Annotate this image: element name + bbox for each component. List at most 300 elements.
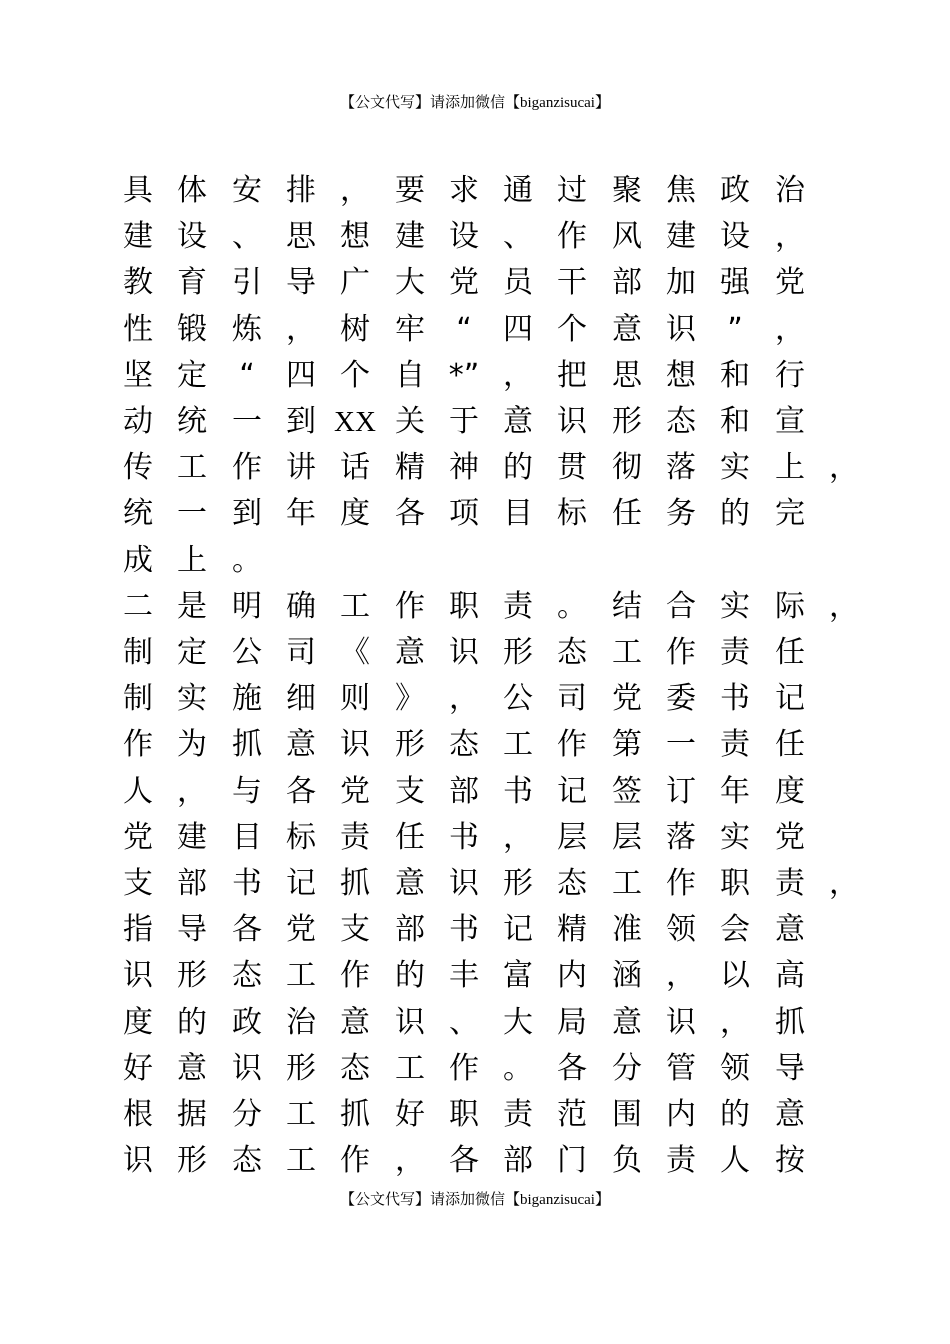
text-char: 形 — [503, 866, 533, 901]
text-line — [0, 956, 950, 1002]
text-char: 坚 — [123, 358, 153, 393]
text-line — [0, 494, 950, 540]
text-char: 会 — [720, 912, 750, 947]
text-char: 意 — [340, 1005, 370, 1040]
text-char: 记 — [557, 774, 587, 809]
text-char: 任 — [612, 496, 642, 531]
text-char: 实 — [720, 450, 750, 485]
text-char: 细 — [286, 681, 316, 716]
text-char: 任 — [775, 727, 805, 762]
text-char: 体 — [177, 173, 207, 208]
text-char: 责 — [720, 635, 750, 670]
text-char: 育 — [177, 265, 207, 300]
text-char: 书 — [720, 681, 750, 716]
text-char: 实 — [720, 820, 750, 855]
text-char: 丰 — [449, 958, 479, 993]
text-char: 部 — [395, 912, 425, 947]
text-char: 识 — [123, 1143, 153, 1178]
text-char: 合 — [666, 589, 696, 624]
text-char: 党 — [123, 820, 153, 855]
text-line — [0, 310, 950, 356]
text-char: 一 — [666, 727, 696, 762]
text-char: 负 — [612, 1143, 642, 1178]
text-char: 书 — [232, 866, 262, 901]
text-char: 围 — [612, 1097, 642, 1132]
text-char: 党 — [775, 820, 805, 855]
text-char: 党 — [340, 774, 370, 809]
text-char: 是 — [177, 589, 207, 624]
text-char: 定 — [177, 358, 207, 393]
text-char: 广 — [340, 265, 370, 300]
text-char: 意 — [395, 635, 425, 670]
text-char: 职 — [720, 866, 750, 901]
text-line — [0, 679, 950, 725]
text-char: 抓 — [340, 1097, 370, 1132]
text-char: 目 — [503, 496, 533, 531]
text-char: 思 — [286, 219, 316, 254]
text-char: 高 — [775, 958, 805, 993]
text-char: ， — [395, 1143, 425, 1178]
text-char: 识 — [557, 404, 587, 439]
text-char: 公 — [503, 681, 533, 716]
text-char: 工 — [286, 1143, 316, 1178]
text-char: 和 — [720, 358, 750, 393]
text-char: 贯 — [557, 450, 587, 485]
text-char: 干 — [557, 265, 587, 300]
text-char: 性 — [123, 312, 153, 347]
text-char: 。 — [557, 589, 587, 624]
text-char: 书 — [503, 774, 533, 809]
text-char: 精 — [557, 912, 587, 947]
text-char: 个 — [340, 358, 370, 393]
text-char: 导 — [775, 1051, 805, 1086]
text-char: 四 — [503, 312, 533, 347]
text-char: 各 — [557, 1051, 587, 1086]
text-char: 富 — [503, 958, 533, 993]
text-char: 工 — [286, 1097, 316, 1132]
text-char: 务 — [666, 496, 696, 531]
text-line — [0, 356, 950, 402]
text-char: ， — [720, 1005, 750, 1040]
text-char: 作 — [666, 635, 696, 670]
text-char: 形 — [503, 635, 533, 670]
text-char: 各 — [286, 774, 316, 809]
text-char: 态 — [232, 958, 262, 993]
text-char: 工 — [340, 589, 370, 624]
text-line — [0, 910, 950, 956]
text-char: 标 — [557, 496, 587, 531]
text-char: 识 — [232, 1051, 262, 1086]
text-char: 的 — [177, 1005, 207, 1040]
text-char: 责 — [666, 1143, 696, 1178]
text-char: 大 — [395, 265, 425, 300]
text-char: 大 — [503, 1005, 533, 1040]
text-char: 明 — [232, 589, 262, 624]
text-char: 意 — [395, 866, 425, 901]
text-char: 讲 — [286, 450, 316, 485]
text-char: 施 — [232, 681, 262, 716]
text-char: 锻 — [177, 312, 207, 347]
text-char: 第 — [612, 727, 642, 762]
text-char: 公 — [232, 635, 262, 670]
text-char: 形 — [177, 958, 207, 993]
text-char: 牢 — [395, 312, 425, 347]
text-char: 委 — [666, 681, 696, 716]
text-char: 党 — [612, 681, 642, 716]
text-char: 落 — [666, 820, 696, 855]
text-char: 按 — [775, 1143, 805, 1178]
text-char: 于 — [449, 404, 479, 439]
text-line — [0, 541, 950, 587]
text-char: 、 — [503, 219, 533, 254]
text-char: 层 — [612, 820, 642, 855]
text-char: 加 — [666, 265, 696, 300]
text-char: 范 — [557, 1097, 587, 1132]
text-char: 分 — [612, 1051, 642, 1086]
text-char: 责 — [775, 866, 805, 901]
text-char: 度 — [123, 1005, 153, 1040]
text-char: ， — [829, 450, 859, 485]
text-char: 作 — [395, 589, 425, 624]
text-char: 局 — [557, 1005, 587, 1040]
text-char: 的 — [720, 496, 750, 531]
text-char: 目 — [232, 820, 262, 855]
text-char: 具 — [123, 173, 153, 208]
text-char: 记 — [775, 681, 805, 716]
text-char: 司 — [286, 635, 316, 670]
text-char: 强 — [720, 265, 750, 300]
text-char: 建 — [666, 219, 696, 254]
text-char: 记 — [286, 866, 316, 901]
text-char: ” — [727, 312, 743, 347]
text-char: 态 — [557, 866, 587, 901]
text-char: 传 — [123, 450, 153, 485]
text-char: 实 — [720, 589, 750, 624]
text-char: 树 — [340, 312, 370, 347]
text-char: 完 — [775, 496, 805, 531]
text-char: 指 — [123, 912, 153, 947]
text-line — [0, 1095, 950, 1141]
text-line — [0, 818, 950, 864]
text-char: 识 — [666, 312, 696, 347]
text-char: 年 — [720, 774, 750, 809]
text-char: 度 — [340, 496, 370, 531]
text-char: 意 — [503, 404, 533, 439]
text-char: 则 — [340, 681, 370, 716]
text-char: 识 — [395, 1005, 425, 1040]
text-char: 根 — [123, 1097, 153, 1132]
text-char: 订 — [666, 774, 696, 809]
text-char: ， — [829, 866, 859, 901]
text-line — [0, 217, 950, 263]
text-char: 责 — [720, 727, 750, 762]
text-char: 二 — [123, 589, 153, 624]
text-char: 为 — [177, 727, 207, 762]
text-line — [0, 1141, 950, 1187]
text-char: 把 — [557, 358, 587, 393]
text-char: 责 — [340, 820, 370, 855]
text-line — [0, 263, 950, 309]
text-char: 自 — [395, 358, 425, 393]
text-char: 作 — [340, 1143, 370, 1178]
text-char: 一 — [177, 496, 207, 531]
text-char: 员 — [503, 265, 533, 300]
text-char: 年 — [286, 496, 316, 531]
text-char: 想 — [340, 219, 370, 254]
text-char: 政 — [232, 1005, 262, 1040]
text-char: 工 — [612, 635, 642, 670]
text-char: ， — [775, 219, 805, 254]
text-char: 任 — [395, 820, 425, 855]
text-char: 党 — [449, 265, 479, 300]
text-char: 识 — [449, 635, 479, 670]
text-char: 作 — [123, 727, 153, 762]
text-char: 意 — [775, 912, 805, 947]
text-char: 确 — [286, 589, 316, 624]
text-char: 行 — [775, 358, 805, 393]
text-char: 宣 — [775, 404, 805, 439]
text-char: 工 — [395, 1051, 425, 1086]
text-char: 准 — [612, 912, 642, 947]
text-char: 。 — [503, 1051, 533, 1086]
text-char: 抓 — [340, 866, 370, 901]
text-char: 的 — [503, 450, 533, 485]
text-char: 人 — [720, 1143, 750, 1178]
text-char: 话 — [340, 450, 370, 485]
text-char: 书 — [449, 912, 479, 947]
text-char: 好 — [395, 1097, 425, 1132]
text-char: 书 — [449, 820, 479, 855]
text-char: 部 — [177, 866, 207, 901]
text-char: 责 — [503, 589, 533, 624]
text-char: 治 — [775, 173, 805, 208]
text-char: 求 — [449, 173, 479, 208]
text-char: 内 — [557, 958, 587, 993]
text-char: 上 — [775, 450, 805, 485]
text-line — [0, 1003, 950, 1049]
text-char: 通 — [503, 173, 533, 208]
text-char: ， — [286, 312, 316, 347]
text-char: 分 — [232, 1097, 262, 1132]
text-char: 作 — [449, 1051, 479, 1086]
text-line — [0, 402, 950, 448]
text-char: 个 — [557, 312, 587, 347]
text-char: 工 — [612, 866, 642, 901]
text-char: 》 — [395, 681, 425, 716]
text-char: 形 — [286, 1051, 316, 1086]
text-char: 支 — [340, 912, 370, 947]
text-char: 落 — [666, 450, 696, 485]
text-char: 好 — [123, 1051, 153, 1086]
text-char: 工 — [177, 450, 207, 485]
text-char: 到 — [232, 496, 262, 531]
text-char: 抓 — [775, 1005, 805, 1040]
text-char: 记 — [503, 912, 533, 947]
text-char: 态 — [557, 635, 587, 670]
text-char: ， — [449, 681, 479, 716]
text-char: 制 — [123, 681, 153, 716]
text-char: 作 — [232, 450, 262, 485]
text-char: 内 — [666, 1097, 696, 1132]
text-char: 项 — [449, 496, 479, 531]
text-char: 神 — [449, 450, 479, 485]
text-char: 的 — [395, 958, 425, 993]
text-char: 思 — [612, 358, 642, 393]
text-line — [0, 448, 950, 494]
text-char: 涵 — [612, 958, 642, 993]
text-char: 作 — [340, 958, 370, 993]
text-char: 责 — [503, 1097, 533, 1132]
text-char: 统 — [123, 496, 153, 531]
text-char: 《 — [340, 635, 370, 670]
text-char: “ — [456, 312, 472, 347]
text-char: 意 — [286, 727, 316, 762]
text-char: 到 — [286, 404, 316, 439]
text-char: 度 — [775, 774, 805, 809]
text-char: 建 — [123, 219, 153, 254]
text-char: 作 — [666, 866, 696, 901]
text-char: 工 — [286, 958, 316, 993]
text-char: ， — [666, 958, 696, 993]
text-char: 形 — [177, 1143, 207, 1178]
text-char: 态 — [666, 404, 696, 439]
text-char: 际 — [775, 589, 805, 624]
text-char: 治 — [286, 1005, 316, 1040]
text-line — [0, 725, 950, 771]
text-char: 精 — [395, 450, 425, 485]
text-char: 彻 — [612, 450, 642, 485]
text-char: 导 — [177, 912, 207, 947]
text-char: “ — [239, 358, 255, 393]
text-line — [0, 772, 950, 818]
text-char: ， — [829, 589, 859, 624]
text-char: 结 — [612, 589, 642, 624]
text-char: 教 — [123, 265, 153, 300]
text-char: ， — [340, 173, 370, 208]
text-char: 四 — [286, 358, 316, 393]
text-char: 各 — [232, 912, 262, 947]
text-char: 、 — [232, 219, 262, 254]
text-char: 。 — [232, 543, 262, 578]
text-char: 职 — [449, 1097, 479, 1132]
text-char: 风 — [612, 219, 642, 254]
text-char: 设 — [449, 219, 479, 254]
text-char: 建 — [395, 219, 425, 254]
text-char: 实 — [177, 681, 207, 716]
text-char: 过 — [557, 173, 587, 208]
text-char: 部 — [503, 1143, 533, 1178]
text-char: 人 — [123, 774, 153, 809]
text-char: 各 — [449, 1143, 479, 1178]
text-line — [0, 864, 950, 910]
text-char: 引 — [232, 265, 262, 300]
text-char: 领 — [720, 1051, 750, 1086]
text-char: 焦 — [666, 173, 696, 208]
text-char: 形 — [395, 727, 425, 762]
text-char: 支 — [395, 774, 425, 809]
text-char: 建 — [177, 820, 207, 855]
text-char: ， — [503, 358, 533, 393]
text-char: XX — [334, 406, 376, 438]
text-char: 聚 — [612, 173, 642, 208]
page-footer: 【公文代写】请添加微信【biganzisucai】 — [340, 1192, 610, 1208]
text-char: 导 — [286, 265, 316, 300]
text-char: 工 — [503, 727, 533, 762]
text-char: 政 — [720, 173, 750, 208]
text-char: 职 — [449, 589, 479, 624]
text-char: 各 — [395, 496, 425, 531]
text-line — [0, 171, 950, 217]
text-char: 签 — [612, 774, 642, 809]
text-char: 动 — [123, 404, 153, 439]
text-char: 层 — [557, 820, 587, 855]
text-char: 任 — [775, 635, 805, 670]
text-char: 抓 — [232, 727, 262, 762]
text-char: 炼 — [232, 312, 262, 347]
text-char: 要 — [395, 173, 425, 208]
text-char: 管 — [666, 1051, 696, 1086]
text-char: 据 — [177, 1097, 207, 1132]
text-char: 定 — [177, 635, 207, 670]
text-char: 门 — [557, 1143, 587, 1178]
text-char: 设 — [720, 219, 750, 254]
text-char: 成 — [123, 543, 153, 578]
text-char: 党 — [775, 265, 805, 300]
text-char: 作 — [557, 727, 587, 762]
text-char: 作 — [557, 219, 587, 254]
text-char: 部 — [612, 265, 642, 300]
page-header: 【公文代写】请添加微信【biganzisucai】 — [340, 95, 610, 111]
text-char: 识 — [340, 727, 370, 762]
text-char: *” — [448, 358, 480, 393]
text-char: 识 — [666, 1005, 696, 1040]
text-char: 识 — [449, 866, 479, 901]
text-char: 统 — [177, 404, 207, 439]
text-char: 、 — [449, 1005, 479, 1040]
text-char: 态 — [340, 1051, 370, 1086]
text-char: 识 — [123, 958, 153, 993]
text-char: 形 — [612, 404, 642, 439]
text-char: 部 — [449, 774, 479, 809]
text-char: 排 — [286, 173, 316, 208]
text-char: 设 — [177, 219, 207, 254]
text-char: 意 — [775, 1097, 805, 1132]
text-char: ， — [177, 774, 207, 809]
text-char: 的 — [720, 1097, 750, 1132]
text-char: 一 — [232, 404, 262, 439]
text-char: 和 — [720, 404, 750, 439]
text-char: 意 — [177, 1051, 207, 1086]
text-char: 司 — [557, 681, 587, 716]
text-char: 想 — [666, 358, 696, 393]
text-char: 领 — [666, 912, 696, 947]
text-char: 制 — [123, 635, 153, 670]
text-line — [0, 633, 950, 679]
text-char: 意 — [612, 1005, 642, 1040]
text-char: 态 — [232, 1143, 262, 1178]
text-char: 意 — [612, 312, 642, 347]
text-char: 态 — [449, 727, 479, 762]
text-char: 以 — [720, 958, 750, 993]
text-char: ， — [775, 312, 805, 347]
text-char: 支 — [123, 866, 153, 901]
text-char: 上 — [177, 543, 207, 578]
text-char: 党 — [286, 912, 316, 947]
text-char: 与 — [232, 774, 262, 809]
text-line — [0, 587, 950, 633]
text-line — [0, 1049, 950, 1095]
text-char: ， — [503, 820, 533, 855]
